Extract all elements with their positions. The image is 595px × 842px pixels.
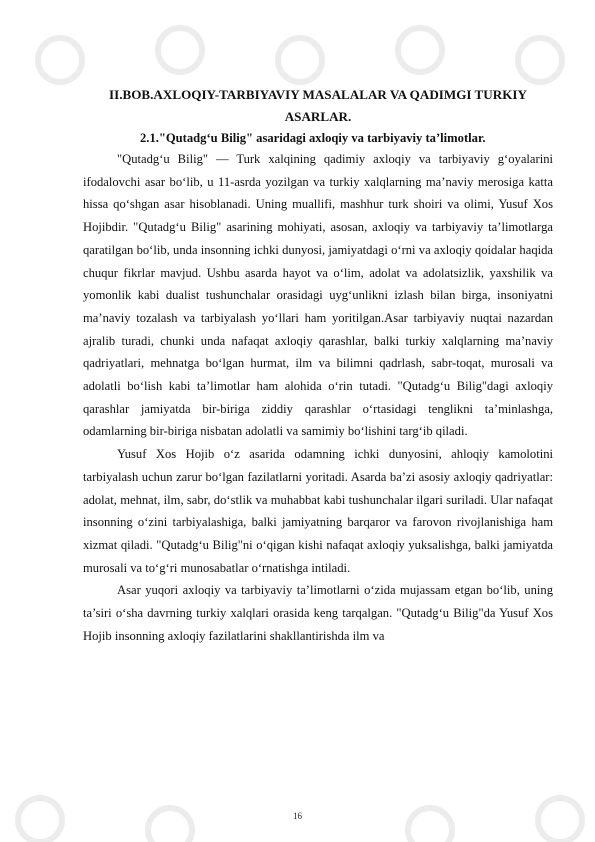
chapter-title-continued: ASARLAR. [284, 109, 352, 124]
paragraph-3: Asar yuqori axloqiy va tarbiyaviy ta’limotlarni o‘zida mujassam etgan bo‘lib, uning ta’siri o‘sha davrning turkiy xalqlari orasida keng tarqalgan. "Qutadg‘u Bilig"da Yusuf Xos Hojib insonning axloqiy fazilatlarini shakllantirishda ilm va [83, 583, 553, 643]
paragraph-1: "Qutadg‘u Bilig" — Turk xalqining qadimiy axloqiy va tarbiyaviy g‘oyalarini ifodalovchi asar bo‘lib, u 11-asrda yozilgan va turkiy xalqlarning ma’naviy merosiga katta hissa qo‘shgan asar hisoblanadi. Uning muallifi, mashhur turk shoiri va olimi, Yusuf Xos Hojibdir. "Qutadg‘u Bilig" asarining mohiyati, asosan, axloqiy va tarbiyaviy ta’limotlarga qaratilgan bo‘lib, unda insonning ichki dunyosi, jamiyatdagi o‘rni va axloqiy qoidalar haqida chuqur fikrlar mavjud. Ushbu asarda hayot va o‘lim, adolat va adolatsizlik, yaxshilik va yomonlik kabi dualist tushunchalar orasidagi uyg‘unlikni izlash bilan birga, insoniyatni ma’naviy tozalash va tarbiyalash yo‘llari ham yoritilgan.Asar tarbiyaviy nuqtai nazardan ajralib turadi, chunki unda nafaqat axloqiy qarashlar, balki turkiy xalqlarning ma’naviy qadriyatlari, mehnatga bo‘lgan hurmat, ilm va bilimni qadrlash, sabr-toqat, murosali va adolatli bo‘lish kabi ta’limotlar ham alohida o‘rin tutadi. "Qutadg‘u Bilig"dagi axloqiy qarashlar jamiyatda bir-biriga ziddiy qarashlar o‘rtasidagi tenglikni ta’minlashga, odamlarning bir-biriga nisbatan adolatli va samimiy bo‘lishini targ‘ib qiladi. [83, 152, 553, 439]
document-body [83, 84, 553, 647]
paragraph-2: Yusuf Xos Hojib o‘z asarida odamning ichki dunyosini, ahloqiy kamolotini tarbiyalash uchun zarur bo‘lgan fazilatlarni yoritadi. Asarda ba’zi asosiy axloqiy qadriyatlar: adolat, mehnat, ilm, sabr, do‘stlik va muhabbat kabi tushunchalar ilgari suriladi. Ular nafaqat insonning o‘zini tarbiyalashiga, balki jamiyatning barqaror va farovon rivojlanishiga ham xizmat qiladi. "Qutadg‘u Bilig"ni o‘qigan kishi nafaqat axloqiy yuksalishga, balki jamiyatda murosali va to‘g‘ri munosabatlar o‘rnatishga intiladi. [83, 447, 553, 575]
section-title: 2.1."Qutadg‘u Bilig" asaridagi axloqiy va tarbiyaviy ta’limotlar. [140, 131, 486, 145]
chapter-title: II.BOB.AXLOQIY-TARBIYAVIY MASALALAR VA QADIMGI TURKIY [109, 87, 527, 102]
page-number: 16 [293, 811, 302, 821]
